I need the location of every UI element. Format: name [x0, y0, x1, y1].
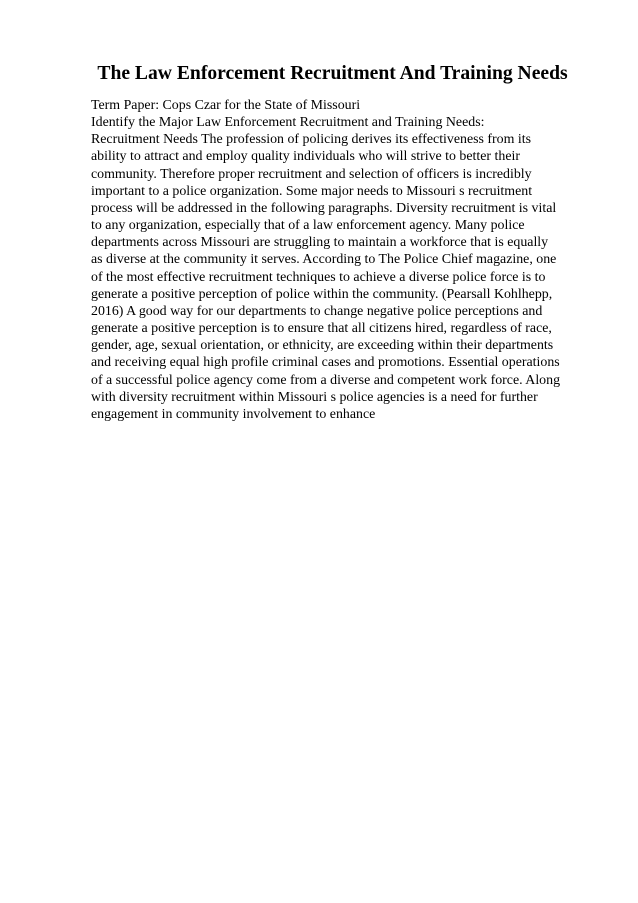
body-line: important to a police organization. Some major needs to Missouri s recruitment [91, 183, 533, 199]
body-line: departments across Missouri are struggling to maintain a workforce that is equally [91, 235, 549, 251]
body-line: generate a positive perception of police within the community. (Pearsall Kohlhepp, [91, 286, 553, 302]
body-line: of a successful police agency come from a diverse and competent work force. Along [91, 372, 561, 388]
body-line: as diverse at the community it serves. According to The Police Chief magazine, one [91, 252, 557, 268]
document-title: The Law Enforcement Recruitment And Training Needs [97, 63, 568, 84]
body-line: 2016) A good way for our departments to change negative police perceptions and [91, 303, 543, 319]
body-line: to any organization, especially that of a law enforcement agency. Many police [91, 218, 525, 234]
body-line: of the most effective recruitment techniques to achieve a diverse police force is to [91, 269, 546, 285]
body-line: gender, age, sexual orientation, or ethnicity, are exceeding within their departments [91, 338, 554, 354]
body-line: with diversity recruitment within Missouri s police agencies is a need for further [91, 389, 538, 405]
document-body [91, 97, 591, 423]
body-line: generate a positive perception is to ensure that all citizens hired, regardless of race, [91, 321, 552, 337]
body-line: ability to attract and employ quality individuals who will strive to better their [91, 149, 520, 165]
body-line: and receiving equal high profile criminal cases and promotions. Essential operations [91, 355, 560, 371]
body-line: community. Therefore proper recruitment and selection of officers is incredibly [91, 166, 532, 182]
body-line: process will be addressed in the following paragraphs. Diversity recruitment is vital [91, 200, 557, 216]
body-line: Recruitment Needs The profession of policing derives its effectiveness from its [91, 132, 532, 148]
body-line-subtitle: Term Paper: Cops Czar for the State of Missouri [91, 98, 361, 113]
body-line: engagement in community involvement to enhance [91, 406, 376, 422]
body-line-heading: Identify the Major Law Enforcement Recruitment and Training Needs: [91, 115, 485, 131]
